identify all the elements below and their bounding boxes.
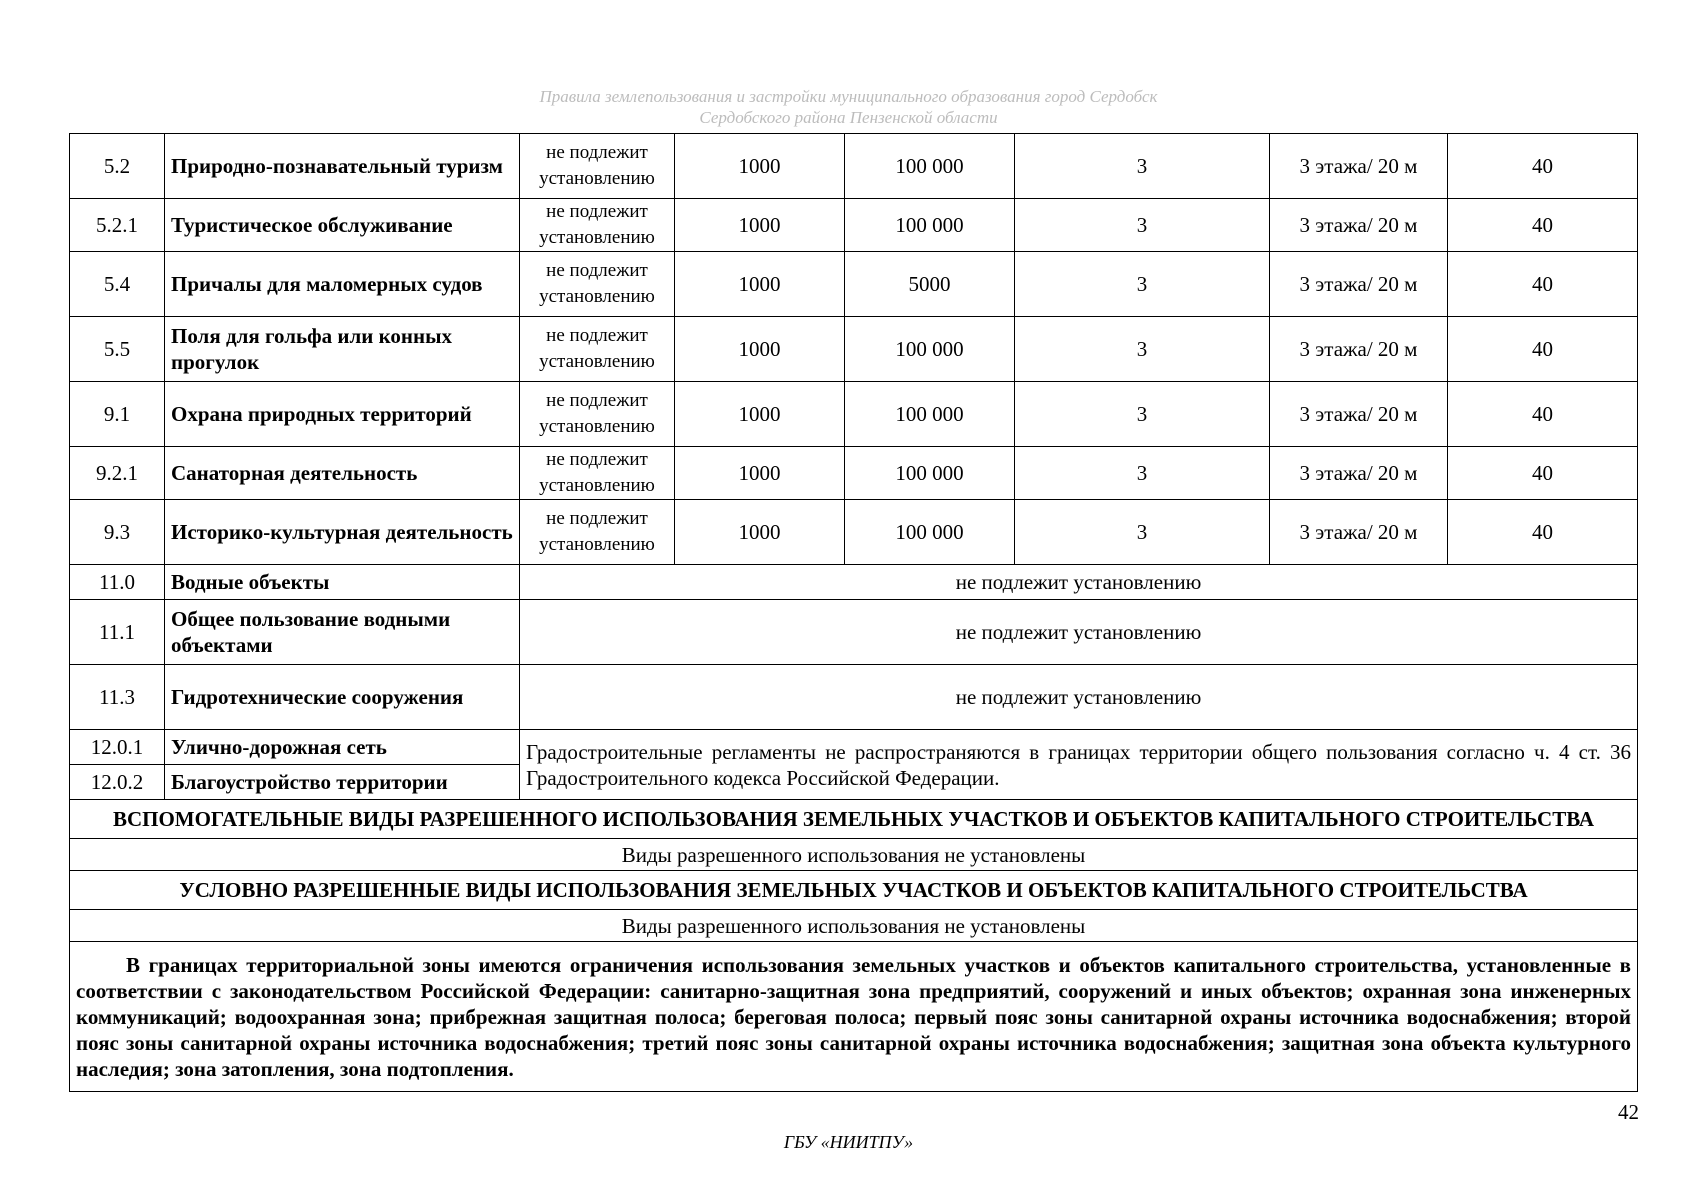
row-merged-value: не подлежит установлению	[520, 600, 1638, 665]
row-merged-value: не подлежит установлению	[520, 665, 1638, 730]
row-percent: 40	[1448, 134, 1638, 199]
row-name: Санаторная деятельность	[165, 447, 520, 500]
row-code: 5.2	[70, 134, 165, 199]
table-row	[70, 730, 1638, 765]
table-row	[70, 317, 1638, 382]
row-max-area: 100 000	[845, 382, 1015, 447]
auxiliary-uses-value: Виды разрешенного использования не установлены	[70, 839, 1638, 871]
row-name: Водные объекты	[165, 565, 520, 600]
row-indent: 3	[1015, 317, 1270, 382]
row-height: 3 этажа/ 20 м	[1270, 134, 1448, 199]
row-max-area: 5000	[845, 252, 1015, 317]
row-height: 3 этажа/ 20 м	[1270, 447, 1448, 500]
row-name: Причалы для маломерных судов	[165, 252, 520, 317]
footer-organization: ГБУ «НИИТПУ»	[783, 1132, 914, 1152]
row-code: 11.3	[70, 665, 165, 730]
row-name: Поля для гольфа или конных прогулок	[165, 317, 520, 382]
table-row	[70, 910, 1638, 942]
row-indent: 3	[1015, 382, 1270, 447]
table-row	[70, 600, 1638, 665]
row-height: 3 этажа/ 20 м	[1270, 252, 1448, 317]
table-row	[70, 134, 1638, 199]
header-line-2: Сердобского района Пензенской области	[699, 108, 998, 127]
row-size: не подлежит установлению	[520, 382, 675, 447]
row-name: Общее пользование водными объектами	[165, 600, 520, 665]
restrictions-note: В границах территориальной зоны имеются ограничения использования земельных участков и объектов капитального строительства, установленные в соответствии с законодательством Российской Федерации: санитарно-защитная зона предприятий, сооружений и иных объектов; охранная зона инженерных коммуникаций; водоохранная зона; прибрежная защитная полоса; береговая полоса; первый пояс зоны санитарной охраны источника водоснабжения; второй пояс зоны санитарной охраны источника водоснабжения; третий пояс зоны санитарной охраны источника водоснабжения; защитная зона объекта культурного наследия; зона затопления, зона подтопления.	[70, 942, 1638, 1092]
row-height: 3 этажа/ 20 м	[1270, 500, 1448, 565]
row-height: 3 этажа/ 20 м	[1270, 317, 1448, 382]
row-indent: 3	[1015, 252, 1270, 317]
conditional-uses-title: УСЛОВНО РАЗРЕШЕННЫЕ ВИДЫ ИСПОЛЬЗОВАНИЯ ЗЕМЕЛЬНЫХ УЧАСТКОВ И ОБЪЕКТОВ КАПИТАЛЬНОГО СТРОИТЕЛЬСТВА	[70, 871, 1638, 910]
row-size: не подлежит установлению	[520, 134, 675, 199]
table-row	[70, 839, 1638, 871]
row-name: Природно-познавательный туризм	[165, 134, 520, 199]
row-height: 3 этажа/ 20 м	[1270, 199, 1448, 252]
row-indent: 3	[1015, 199, 1270, 252]
header-line-1: Правила землепользования и застройки муниципального образования город Сердобск	[539, 87, 1158, 106]
table-row	[70, 665, 1638, 730]
table-row	[70, 565, 1638, 600]
section-header-row	[70, 800, 1638, 839]
row-percent: 40	[1448, 382, 1638, 447]
row-max-area: 100 000	[845, 134, 1015, 199]
section-header-row	[70, 871, 1638, 910]
row-percent: 40	[1448, 199, 1638, 252]
row-max-area: 100 000	[845, 447, 1015, 500]
row-name: Улично-дорожная сеть	[165, 730, 520, 765]
table-row	[70, 382, 1638, 447]
row-percent: 40	[1448, 317, 1638, 382]
row-max-area: 100 000	[845, 199, 1015, 252]
row-name: Благоустройство территории	[165, 765, 520, 800]
row-size: не подлежит установлению	[520, 252, 675, 317]
table-row	[70, 447, 1638, 500]
row-code: 12.0.1	[70, 730, 165, 765]
row-size: не подлежит установлению	[520, 317, 675, 382]
table-row	[70, 252, 1638, 317]
row-code: 9.2.1	[70, 447, 165, 500]
row-min-area: 1000	[675, 134, 845, 199]
row-code: 5.4	[70, 252, 165, 317]
row-merged-value: не подлежит установлению	[520, 565, 1638, 600]
row-size: не подлежит установлению	[520, 199, 675, 252]
row-indent: 3	[1015, 134, 1270, 199]
row-code: 9.1	[70, 382, 165, 447]
row-height: 3 этажа/ 20 м	[1270, 382, 1448, 447]
row-min-area: 1000	[675, 317, 845, 382]
row-size: не подлежит установлению	[520, 447, 675, 500]
row-min-area: 1000	[675, 447, 845, 500]
row-percent: 40	[1448, 500, 1638, 565]
row-size: не подлежит установлению	[520, 500, 675, 565]
table-row	[70, 500, 1638, 565]
row-min-area: 1000	[675, 500, 845, 565]
row-indent: 3	[1015, 447, 1270, 500]
row-percent: 40	[1448, 252, 1638, 317]
conditional-uses-value: Виды разрешенного использования не установлены	[70, 910, 1638, 942]
row-min-area: 1000	[675, 252, 845, 317]
document-header	[0, 86, 1697, 128]
row-name: Охрана природных территорий	[165, 382, 520, 447]
row-indent: 3	[1015, 500, 1270, 565]
row-min-area: 1000	[675, 382, 845, 447]
row-code: 11.1	[70, 600, 165, 665]
row-percent: 40	[1448, 447, 1638, 500]
row-max-area: 100 000	[845, 317, 1015, 382]
auxiliary-uses-title: ВСПОМОГАТЕЛЬНЫЕ ВИДЫ РАЗРЕШЕННОГО ИСПОЛЬЗОВАНИЯ ЗЕМЕЛЬНЫХ УЧАСТКОВ И ОБЪЕКТОВ КАПИТАЛЬНОГО СТРОИТЕЛЬСТВА	[70, 800, 1638, 839]
row-code: 9.3	[70, 500, 165, 565]
row-code: 5.5	[70, 317, 165, 382]
table-row	[70, 942, 1638, 1092]
general-use-regulation-note: Градостроительные регламенты не распространяются в границах территории общего пользования согласно ч. 4 ст. 36 Градостроительного кодекса Российской Федерации.	[520, 730, 1638, 800]
row-name: Гидротехнические сооружения	[165, 665, 520, 730]
page-number: 42	[1618, 1100, 1639, 1124]
row-code: 12.0.2	[70, 765, 165, 800]
row-code: 5.2.1	[70, 199, 165, 252]
table-row	[70, 199, 1638, 252]
row-max-area: 100 000	[845, 500, 1015, 565]
regulations-table	[69, 133, 1638, 1092]
row-min-area: 1000	[675, 199, 845, 252]
row-name: Туристическое обслуживание	[165, 199, 520, 252]
row-name: Историко-культурная деятельность	[165, 500, 520, 565]
row-code: 11.0	[70, 565, 165, 600]
